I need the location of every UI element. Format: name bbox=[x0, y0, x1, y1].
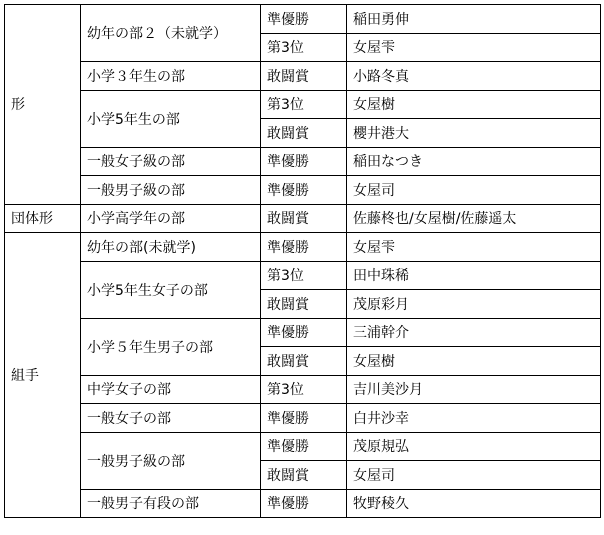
name-cell: 田中珠稀 bbox=[347, 261, 601, 290]
award-cell: 準優勝 bbox=[261, 404, 347, 433]
table-row bbox=[5, 176, 601, 205]
name-cell: 女屋司 bbox=[347, 176, 601, 205]
table-row bbox=[5, 233, 601, 262]
division-cell: 中学女子の部 bbox=[81, 375, 261, 404]
name-cell: 女屋司 bbox=[347, 461, 601, 490]
results-table bbox=[4, 4, 601, 518]
name-cell: 女屋樹 bbox=[347, 347, 601, 376]
award-cell: 敢闘賞 bbox=[261, 290, 347, 319]
award-cell: 準優勝 bbox=[261, 489, 347, 518]
name-cell: 女屋雫 bbox=[347, 233, 601, 262]
award-cell: 第3位 bbox=[261, 375, 347, 404]
table-row bbox=[5, 489, 601, 518]
award-cell: 準優勝 bbox=[261, 432, 347, 461]
name-cell: 茂原彩月 bbox=[347, 290, 601, 319]
name-cell: 茂原規弘 bbox=[347, 432, 601, 461]
name-cell: 白井沙幸 bbox=[347, 404, 601, 433]
table-row bbox=[5, 318, 601, 347]
division-cell: 一般男子級の部 bbox=[81, 176, 261, 205]
table-row bbox=[5, 90, 601, 119]
award-cell: 敢闘賞 bbox=[261, 204, 347, 233]
table-row bbox=[5, 5, 601, 34]
division-cell: 一般男子有段の部 bbox=[81, 489, 261, 518]
award-cell: 準優勝 bbox=[261, 147, 347, 176]
name-cell: 三浦幹介 bbox=[347, 318, 601, 347]
division-cell: 小学５年生男子の部 bbox=[81, 318, 261, 375]
division-cell: 小学高学年の部 bbox=[81, 204, 261, 233]
table-row bbox=[5, 261, 601, 290]
table-row bbox=[5, 62, 601, 91]
table-row bbox=[5, 432, 601, 461]
table-row bbox=[5, 204, 601, 233]
division-cell: 一般男子級の部 bbox=[81, 432, 261, 489]
name-cell: 稲田勇伸 bbox=[347, 5, 601, 34]
award-cell: 準優勝 bbox=[261, 233, 347, 262]
division-cell: 小学5年生女子の部 bbox=[81, 261, 261, 318]
division-cell: 小学5年生の部 bbox=[81, 90, 261, 147]
division-cell: 一般女子級の部 bbox=[81, 147, 261, 176]
award-cell: 準優勝 bbox=[261, 5, 347, 34]
division-cell: 一般女子の部 bbox=[81, 404, 261, 433]
division-cell: 幼年の部(未就学) bbox=[81, 233, 261, 262]
division-cell: 幼年の部２（未就学） bbox=[81, 5, 261, 62]
table-row bbox=[5, 404, 601, 433]
award-cell: 敢闘賞 bbox=[261, 62, 347, 91]
award-cell: 敢闘賞 bbox=[261, 119, 347, 148]
name-cell: 稲田なつき bbox=[347, 147, 601, 176]
category-cell-kata: 形 bbox=[5, 5, 81, 205]
name-cell: 女屋雫 bbox=[347, 33, 601, 62]
name-cell: 吉川美沙月 bbox=[347, 375, 601, 404]
award-cell: 第3位 bbox=[261, 33, 347, 62]
award-cell: 第3位 bbox=[261, 90, 347, 119]
category-cell-team-kata: 団体形 bbox=[5, 204, 81, 233]
table-row bbox=[5, 147, 601, 176]
award-cell: 敢闘賞 bbox=[261, 347, 347, 376]
award-cell: 準優勝 bbox=[261, 318, 347, 347]
award-cell: 準優勝 bbox=[261, 176, 347, 205]
name-cell: 女屋樹 bbox=[347, 90, 601, 119]
division-cell: 小学３年生の部 bbox=[81, 62, 261, 91]
award-cell: 第3位 bbox=[261, 261, 347, 290]
name-cell: 小路冬真 bbox=[347, 62, 601, 91]
name-cell: 櫻井港大 bbox=[347, 119, 601, 148]
award-cell: 敢闘賞 bbox=[261, 461, 347, 490]
name-cell: 牧野稜久 bbox=[347, 489, 601, 518]
table-row bbox=[5, 375, 601, 404]
name-cell: 佐藤柊也/女屋樹/佐藤遥太 bbox=[347, 204, 601, 233]
category-cell-kumite: 組手 bbox=[5, 233, 81, 518]
